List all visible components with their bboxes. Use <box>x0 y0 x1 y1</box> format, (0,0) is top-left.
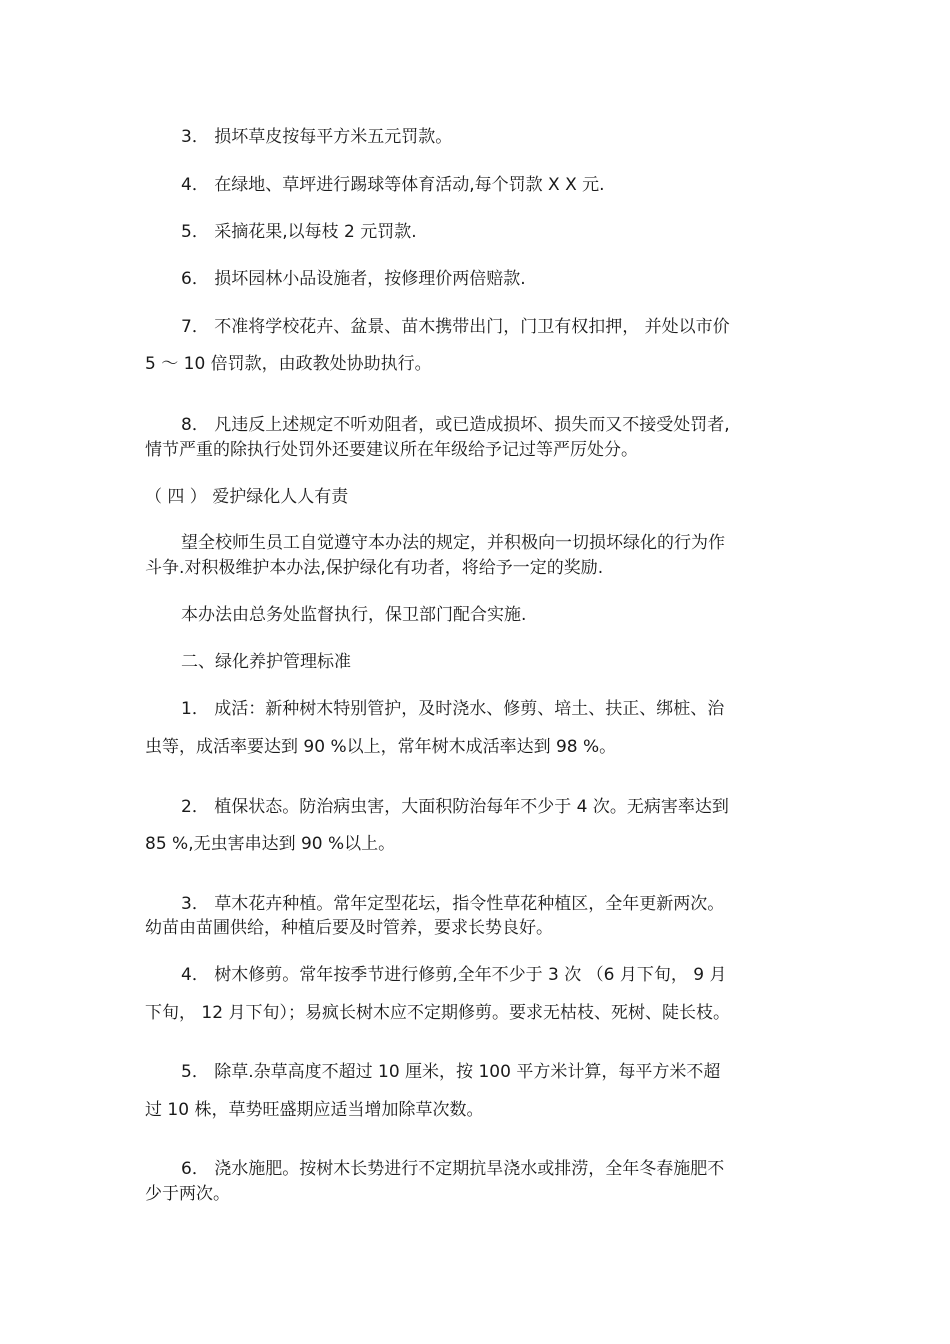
standard-4-line-1: 4． 树木修剪。常年按季节进行修剪,全年不少于 3 次 （6 月下旬， 9 月 <box>181 965 727 985</box>
standard-3-line-1: 3． 草木花卉种植。常年定型花坛，指令性草花种植区，全年更新两次。 <box>181 894 725 914</box>
standard-5-line-1: 5． 除草.杂草高度不超过 10 厘米，按 100 平方米计算，每平方米不超 <box>181 1062 721 1082</box>
rule-6-damage-facilities: 6． 损坏园林小品设施者，按修理价两倍赔款. <box>181 269 526 289</box>
standard-6-line-2: 少于两次。 <box>145 1184 230 1204</box>
standard-2-line-1: 2． 植保状态。防治病虫害，大面积防治每年不少于 4 次。无病害率达到 <box>181 797 729 817</box>
rule-3-damage-turf: 3． 损坏草皮按每平方米五元罚款。 <box>181 127 453 147</box>
standard-1-line-2: 虫等，成活率要达到 90 %以上，常年树木成活率达到 98 %。 <box>145 737 617 757</box>
standard-2-line-2: 85 %,无虫害串达到 90 %以上。 <box>145 834 396 854</box>
rule-4-sports-on-lawn: 4． 在绿地、草坪进行踢球等体育活动,每个罚款 X X 元. <box>181 175 605 195</box>
rule-5-picking-flowers: 5． 采摘花果,以每枝 2 元罚款. <box>181 222 417 242</box>
section-2-heading: 二、绿化养护管理标准 <box>181 652 351 672</box>
rule-7-line-1: 7． 不准将学校花卉、盆景、苗木携带出门，门卫有权扣押， 并处以市价 <box>181 317 730 337</box>
rule-8-line-2: 情节严重的除执行处罚外还要建议所在年级给予记过等严厉处分。 <box>145 440 638 460</box>
standard-3-line-2: 幼苗由苗圃供给，种植后要及时管养，要求长势良好。 <box>145 918 553 938</box>
appeal-line-1: 望全校师生员工自觉遵守本办法的规定，并积极向一切损坏绿化的行为作 <box>181 533 725 553</box>
rule-7-line-2: 5 ～ 10 倍罚款，由政教处协助执行。 <box>145 354 432 374</box>
rule-8-line-1: 8． 凡违反上述规定不听劝阻者，或已造成损坏、损失而又不接受处罚者, <box>181 415 730 435</box>
standard-1-line-1: 1． 成活：新种树木特别管护，及时浇水、修剪、培土、扶正、绑桩、治 <box>181 699 725 719</box>
standard-4-line-2: 下旬， 12 月下旬）；易疯长树木应不定期修剪。要求无枯枝、死树、陡长枝。 <box>145 1003 730 1023</box>
standard-5-line-2: 过 10 株，草势旺盛期应适当增加除草次数。 <box>145 1100 484 1120</box>
supervision-note: 本办法由总务处监督执行，保卫部门配合实施. <box>181 605 527 625</box>
section-4-heading: （ 四 ） 爱护绿化人人有责 <box>145 487 349 507</box>
appeal-line-2: 斗争.对积极维护本办法,保护绿化有功者，将给予一定的奖励. <box>145 558 604 578</box>
standard-6-line-1: 6． 浇水施肥。按树木长势进行不定期抗旱浇水或排涝，全年冬春施肥不 <box>181 1159 725 1179</box>
